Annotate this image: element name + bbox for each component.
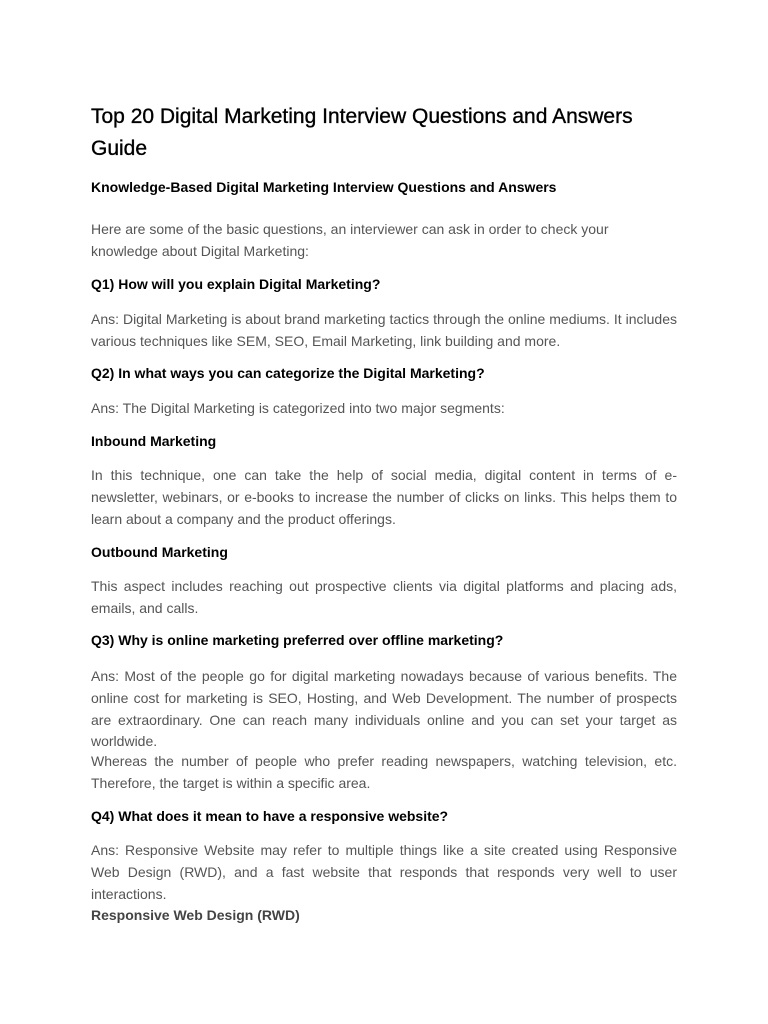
document-title: Top 20 Digital Marketing Interview Questions and Answers Guide xyxy=(91,105,633,160)
outbound-marketing-text: This aspect includes reaching out prospective clients via digital platforms and placing ads, emails, and calls. xyxy=(91,578,677,616)
q3-heading: Q3) Why is online marketing preferred over offline marketing? xyxy=(91,632,504,648)
q1-answer: Ans: Digital Marketing is about brand marketing tactics through the online mediums. It includes various techniques like SEM, SEO, Email Marketing, link building and more. xyxy=(91,311,677,349)
q4-heading: Q4) What does it mean to have a responsive website? xyxy=(91,808,449,824)
inbound-marketing-heading: Inbound Marketing xyxy=(91,433,217,449)
intro-paragraph: Here are some of the basic questions, an interviewer can ask in order to check your knowledge about Digital Marketing: xyxy=(91,221,609,259)
q1-heading: Q1) How will you explain Digital Marketing? xyxy=(91,276,381,292)
rwd-heading: Responsive Web Design (RWD) xyxy=(91,907,300,923)
q2-answer: Ans: The Digital Marketing is categorized into two major segments: xyxy=(91,400,505,416)
document-subtitle: Knowledge-Based Digital Marketing Interview Questions and Answers xyxy=(91,179,557,195)
q4-answer: Ans: Responsive Website may refer to multiple things like a site created using Responsive Web Design (RWD), and a fast website that responds that responds very well to user interactions. xyxy=(91,842,677,902)
q2-heading: Q2) In what ways you can categorize the Digital Marketing? xyxy=(91,365,485,381)
inbound-marketing-text: In this technique, one can take the help of social media, digital content in terms of e-newsletter, webinars, or e-books to increase the number of clicks on links. This helps them to learn about a company and the product offerings. xyxy=(91,467,677,527)
q3-answer-part2: Whereas the number of people who prefer reading newspapers, watching television, etc. Therefore, the target is within a specific area. xyxy=(91,753,677,791)
q3-answer-part1: Ans: Most of the people go for digital marketing nowadays because of various benefits. The online cost for marketing is SEO, Hosting, and Web Development. The number of prospects are extraordinary. One can reach many individuals online and you can set your target as worldwide. xyxy=(91,668,677,750)
outbound-marketing-heading: Outbound Marketing xyxy=(91,544,228,560)
